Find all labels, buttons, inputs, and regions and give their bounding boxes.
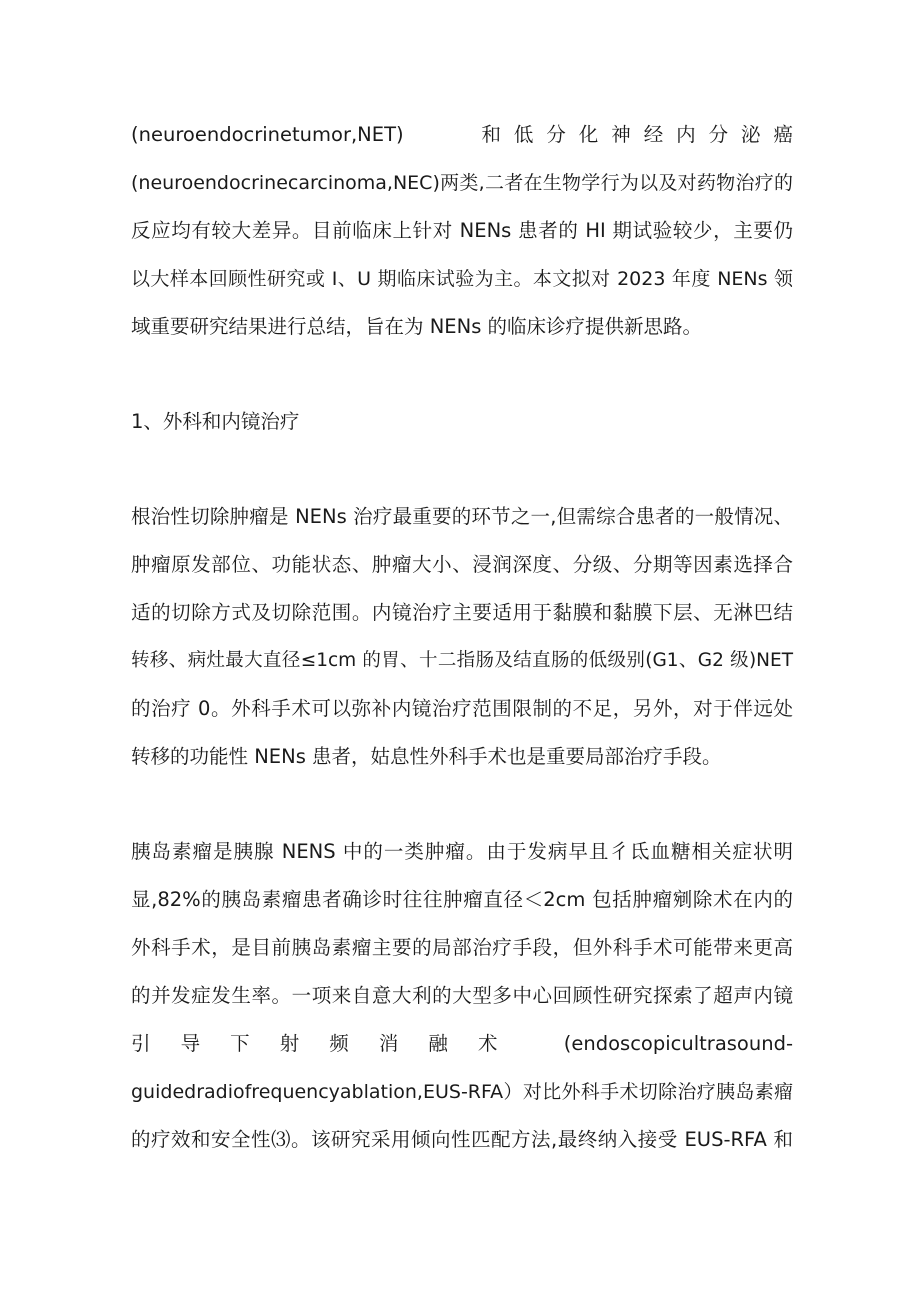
- section-heading: 1、外科和内镜治疗: [131, 410, 300, 433]
- surgery-line-5: 的治疗 0。外科手术可以弥补内镜治疗范围限制的不足，另外，对于伴远处: [131, 697, 793, 720]
- insulinoma-line-4: 的并发症发生率。一项来自意大利的大型多中心回顾性研究探索了超声内镜: [131, 984, 793, 1007]
- surgery-line-3: 适的切除方式及切除范围。内镜治疗主要适用于黏膜和黏膜下层、无淋巴结: [131, 601, 793, 624]
- insulinoma-line-2: 显,82%的胰岛素瘤患者确诊时往往肿瘤直径＜2cm 包括肿瘤剜除术在内的: [131, 888, 793, 911]
- insulinoma-line-3: 外科手术，是目前胰岛素瘤主要的局部治疗手段，但外科手术可能带来更高: [131, 936, 793, 959]
- surgery-line-1: 根治性切除肿瘤是 NENs 治疗最重要的环节之一,但需综合患者的一般情况、: [131, 505, 793, 528]
- insulinoma-line-5: 引导下射频消融术 (endoscopicultrasound-: [131, 1032, 793, 1055]
- intro-line-2: (neuroendocrinecarcinoma,NEC)两类,二者在生物学行为以及对药物治疗的: [131, 172, 793, 194]
- insulinoma-line-6: guidedradiofrequencyablation,EUS-RFA）对比外科手术切除治疗胰岛素瘤: [131, 1081, 793, 1103]
- intro-line-3: 反应均有较大差异。目前临床上针对 NENs 患者的 HI 期试验较少，主要仍: [131, 219, 793, 242]
- surgery-line-4: 转移、病灶最大直径≤1cm 的胃、十二指肠及结直肠的低级别(G1、G2 级)NET: [131, 650, 793, 671]
- intro-line-5: 域重要研究结果进行总结，旨在为 NENs 的临床诊疗提供新思路。: [131, 315, 703, 338]
- insulinoma-line-1: 胰岛素瘤是胰腺 NENS 中的一类肿瘤。由于发病早且彳氐血糖相关症状明: [131, 840, 793, 863]
- surgery-line-2: 肿瘤原发部位、功能状态、肿瘤大小、浸润深度、分级、分期等因素选择合: [131, 553, 793, 576]
- intro-line-1: (neuroendocrinetumor,NET) 和低分化神经内分泌癌: [131, 123, 793, 146]
- insulinoma-line-7: 的疗效和安全性⑶。该研究采用倾向性匹配方法,最终纳入接受 EUS-RFA 和: [131, 1128, 793, 1151]
- intro-line-4: 以大样本回顾性研究或 I、U 期临床试验为主。本文拟对 2023 年度 NENs 领: [131, 268, 793, 290]
- surgery-line-6: 转移的功能性 NENs 患者，姑息性外科手术也是重要局部治疗手段。: [131, 745, 722, 768]
